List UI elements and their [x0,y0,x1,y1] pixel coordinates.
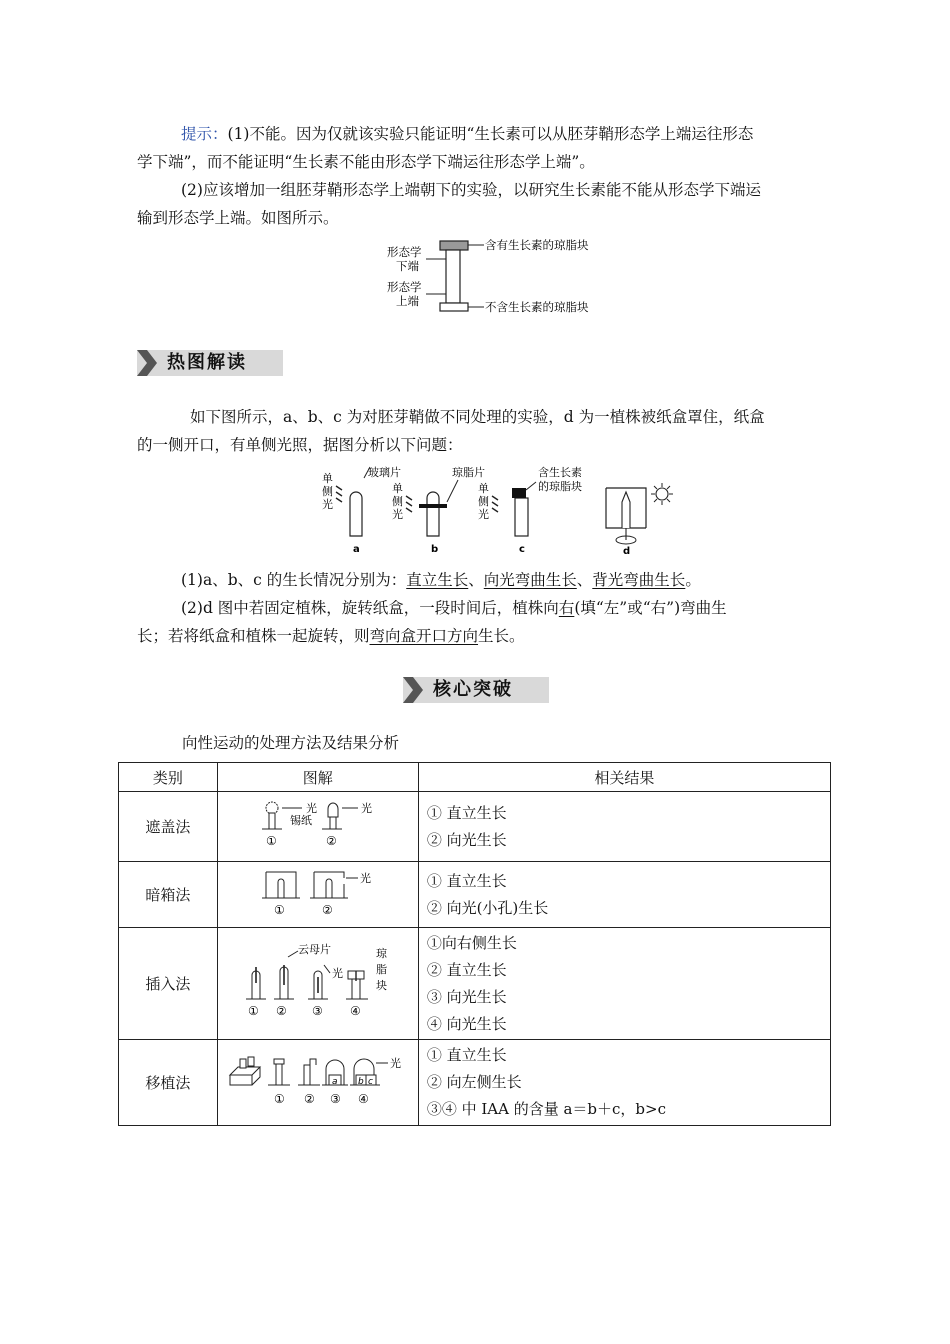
coleoptile-segment [446,250,460,303]
q1-answer-a: 直立生长 [406,571,469,589]
num-4: ④ [349,1003,361,1018]
chevron-right-icon [403,677,425,703]
light-label-2: 光 [360,801,372,815]
light-char-b1: 单 [392,482,403,495]
label-c: c [367,1076,373,1087]
q2-line2-prefix: 长；若将纸盒和植株一起旋转，则 [137,627,370,645]
coleoptile-b [427,492,439,536]
cover-method-diagram [218,795,418,855]
label-b: b [357,1076,364,1087]
q1-sep-1: 、 [468,571,484,589]
label-b: b [431,544,439,555]
num-1: ① [247,1003,259,1018]
section-title: 热图解读 [167,352,247,373]
result-item: ② 向光生长 [426,830,507,849]
table-row [119,792,831,862]
num-4: ④ [357,1091,369,1106]
label-auxin-agar: 含有生长素的琼脂块 [485,238,589,252]
num-3: ③ [329,1091,341,1106]
question-1 [181,570,701,590]
diagram-cell [217,792,418,862]
q2-answer-2: 弯向盒开口方向 [369,627,479,645]
result-item: ③ 向光生长 [426,987,507,1006]
experiment-c [478,465,582,555]
coleoptile-a [350,492,362,536]
coleoptile-experiments-figure [316,462,686,562]
label-a: a [353,544,360,555]
hint-line-2: 学下端”，而不能证明“生长素不能由形态学下端运往形态学上端”。 [137,153,595,171]
diagram-cell [217,1040,418,1126]
light-label: 光 [331,966,343,980]
hint-text-1: (1)不能。因为仅就该实验只能证明“生长素可以从胚芽鞘形态学上端运往形态 [227,125,754,143]
plain-agar-block-bottom [440,303,468,311]
result-item: ② 向光(小孔)生长 [426,898,549,917]
result-item: ①向右侧生长 [426,933,517,952]
coleoptile-1 [269,813,275,829]
agar-char-3: 块 [375,978,387,992]
light-arrows-icon [492,496,498,512]
result-item: ① 直立生长 [426,871,507,890]
q1-sep-2: 、 [576,571,593,589]
label-agar: 琼脂片 [452,466,485,479]
label-upper-end-1: 形态学 [387,280,422,294]
num-2: ② [303,1091,315,1106]
result-item: ② 向左侧生长 [426,1073,522,1091]
num-2: ② [325,833,337,848]
result-item: ① 直立生长 [426,1046,507,1064]
light-arrows-icon [406,496,412,512]
light-char-c3: 光 [478,508,489,521]
light-char-3: 光 [322,498,333,511]
light-char-c2: 侧 [478,495,489,508]
category-cell: 遮盖法 [119,792,218,862]
q1-answer-b: 向光弯曲生长 [483,571,577,589]
label-lower-end-2: 下端 [396,259,419,273]
hint-line-1 [181,124,753,144]
section-banner-core [403,677,549,703]
section-title: 核心突破 [433,679,513,700]
header-results: 相关结果 [418,763,830,792]
coleoptile-2 [326,879,332,898]
num-2: ② [321,902,333,917]
pointer-mica [288,951,298,957]
intro-line-1: 如下图所示，a、b、c 为对胚芽鞘做不同处理的实验，d 为一植株被纸盒罩住，纸盒 [190,408,765,426]
q2-line2-end: 生长。 [478,627,525,645]
question-2-line-2 [137,626,525,646]
result-item: ② 直立生长 [426,960,507,979]
result-item: ① 直立生长 [426,803,507,822]
coleoptile-2 [328,803,338,829]
experiment-a [322,472,362,555]
category-cell: 插入法 [119,928,218,1040]
light-arrows-icon [336,486,342,502]
coleoptile-4 [352,979,360,999]
seedling [622,492,630,528]
q2-mid: (填“左”或“右”)弯曲生 [574,599,727,617]
table-caption: 向性运动的处理方法及结果分析 [182,734,400,752]
experiment-b [364,465,485,555]
agar-char-2: 脂 [375,962,387,976]
num-3: ③ [311,1003,323,1018]
label-upper-end-2: 上端 [396,294,419,308]
auxin-agar-block [512,488,526,498]
hint-label: 提示： [181,125,228,143]
results-cell [418,862,830,928]
label-c: c [519,544,525,555]
result-item: ④ 向光生长 [426,1014,507,1033]
label-a: a [331,1076,338,1087]
q2-answer-1: 右 [558,599,575,617]
header-diagram: 图解 [217,763,418,792]
agar-base [230,1067,260,1085]
diagram-cell [217,928,418,1040]
block-1 [274,1059,284,1064]
results-cell [418,1040,830,1126]
section-banner-hot-figure [137,350,283,376]
foil-label: 锡纸 [289,813,312,827]
coleoptile-1 [278,879,284,898]
agar-slice [419,504,447,508]
q1-answer-c: 背光弯曲生长 [592,571,686,589]
light-char-b3: 光 [392,508,403,521]
label-glass: 玻璃片 [368,466,401,479]
light-label: 光 [359,871,371,885]
coleoptile-2 [304,1059,316,1085]
results-cell [418,928,830,1040]
coleoptile-1 [276,1064,282,1085]
q2-prefix: (2)d 图中若固定植株，旋转纸盒，一段时间后，植株向 [181,599,559,617]
transplant-diagram [218,1045,418,1117]
foil-cap [266,802,278,814]
light-char-c1: 单 [478,482,489,495]
light-char-1: 单 [322,472,333,485]
diagram-cell [217,862,418,928]
dark-box-diagram [218,864,418,922]
q1-prefix: (1)a、b、c 的生长情况分别为： [181,571,407,589]
light-char-2: 侧 [322,485,333,498]
inverted-coleoptile-figure [378,236,618,320]
sun-rays [651,483,673,505]
tip-1 [240,1059,246,1068]
tip-2 [248,1057,254,1066]
auxin-agar-block-top [440,241,468,250]
table-row [119,1040,831,1126]
light-char-b2: 侧 [392,495,403,508]
pointer-auxin-agar [526,482,536,490]
num-2: ② [275,1003,287,1018]
intro-line-2: 的一侧开口，有单侧光照，据图分析以下问题： [137,436,463,454]
label-d: d [623,546,631,557]
num-1: ① [265,833,277,848]
table-header-row [119,763,831,792]
experiment-d [606,483,673,557]
num-1: ① [273,1091,285,1106]
label-auxin-agar-2: 的琼脂块 [538,480,582,493]
table-row [119,862,831,928]
hint-line-3: (2)应该增加一组胚芽鞘形态学上端朝下的实验，以研究生长素能不能从形态学下端运 [181,181,761,199]
agar-char-1: 琼 [375,946,387,960]
hint-line-4: 输到形态学上端。如图所示。 [137,209,339,227]
question-2-line-1 [181,598,727,618]
label-auxin-agar-1: 含生长素 [538,466,582,479]
light-label: 光 [389,1056,401,1070]
pointer-agar [447,480,458,502]
chevron-right-icon [137,350,159,376]
results-table [118,762,831,1126]
results-cell [418,792,830,862]
pointer-mica-3 [324,965,330,973]
table-row [119,928,831,1040]
mica-label: 云母片 [297,942,331,956]
category-cell: 移植法 [119,1040,218,1126]
num-1: ① [273,902,285,917]
q1-end: 。 [685,571,701,589]
label-lower-end-1: 形态学 [387,245,422,259]
decapitated-coleoptile [515,498,528,536]
label-plain-agar: 不含生长素的琼脂块 [485,300,589,314]
insertion-diagram [218,937,418,1027]
result-item: ③④ 中 IAA 的含量 a＝b＋c，b>c [426,1100,666,1118]
category-cell: 暗箱法 [119,862,218,928]
sun-icon [656,488,668,500]
light-label-1: 光 [305,801,317,815]
header-category: 类别 [119,763,218,792]
